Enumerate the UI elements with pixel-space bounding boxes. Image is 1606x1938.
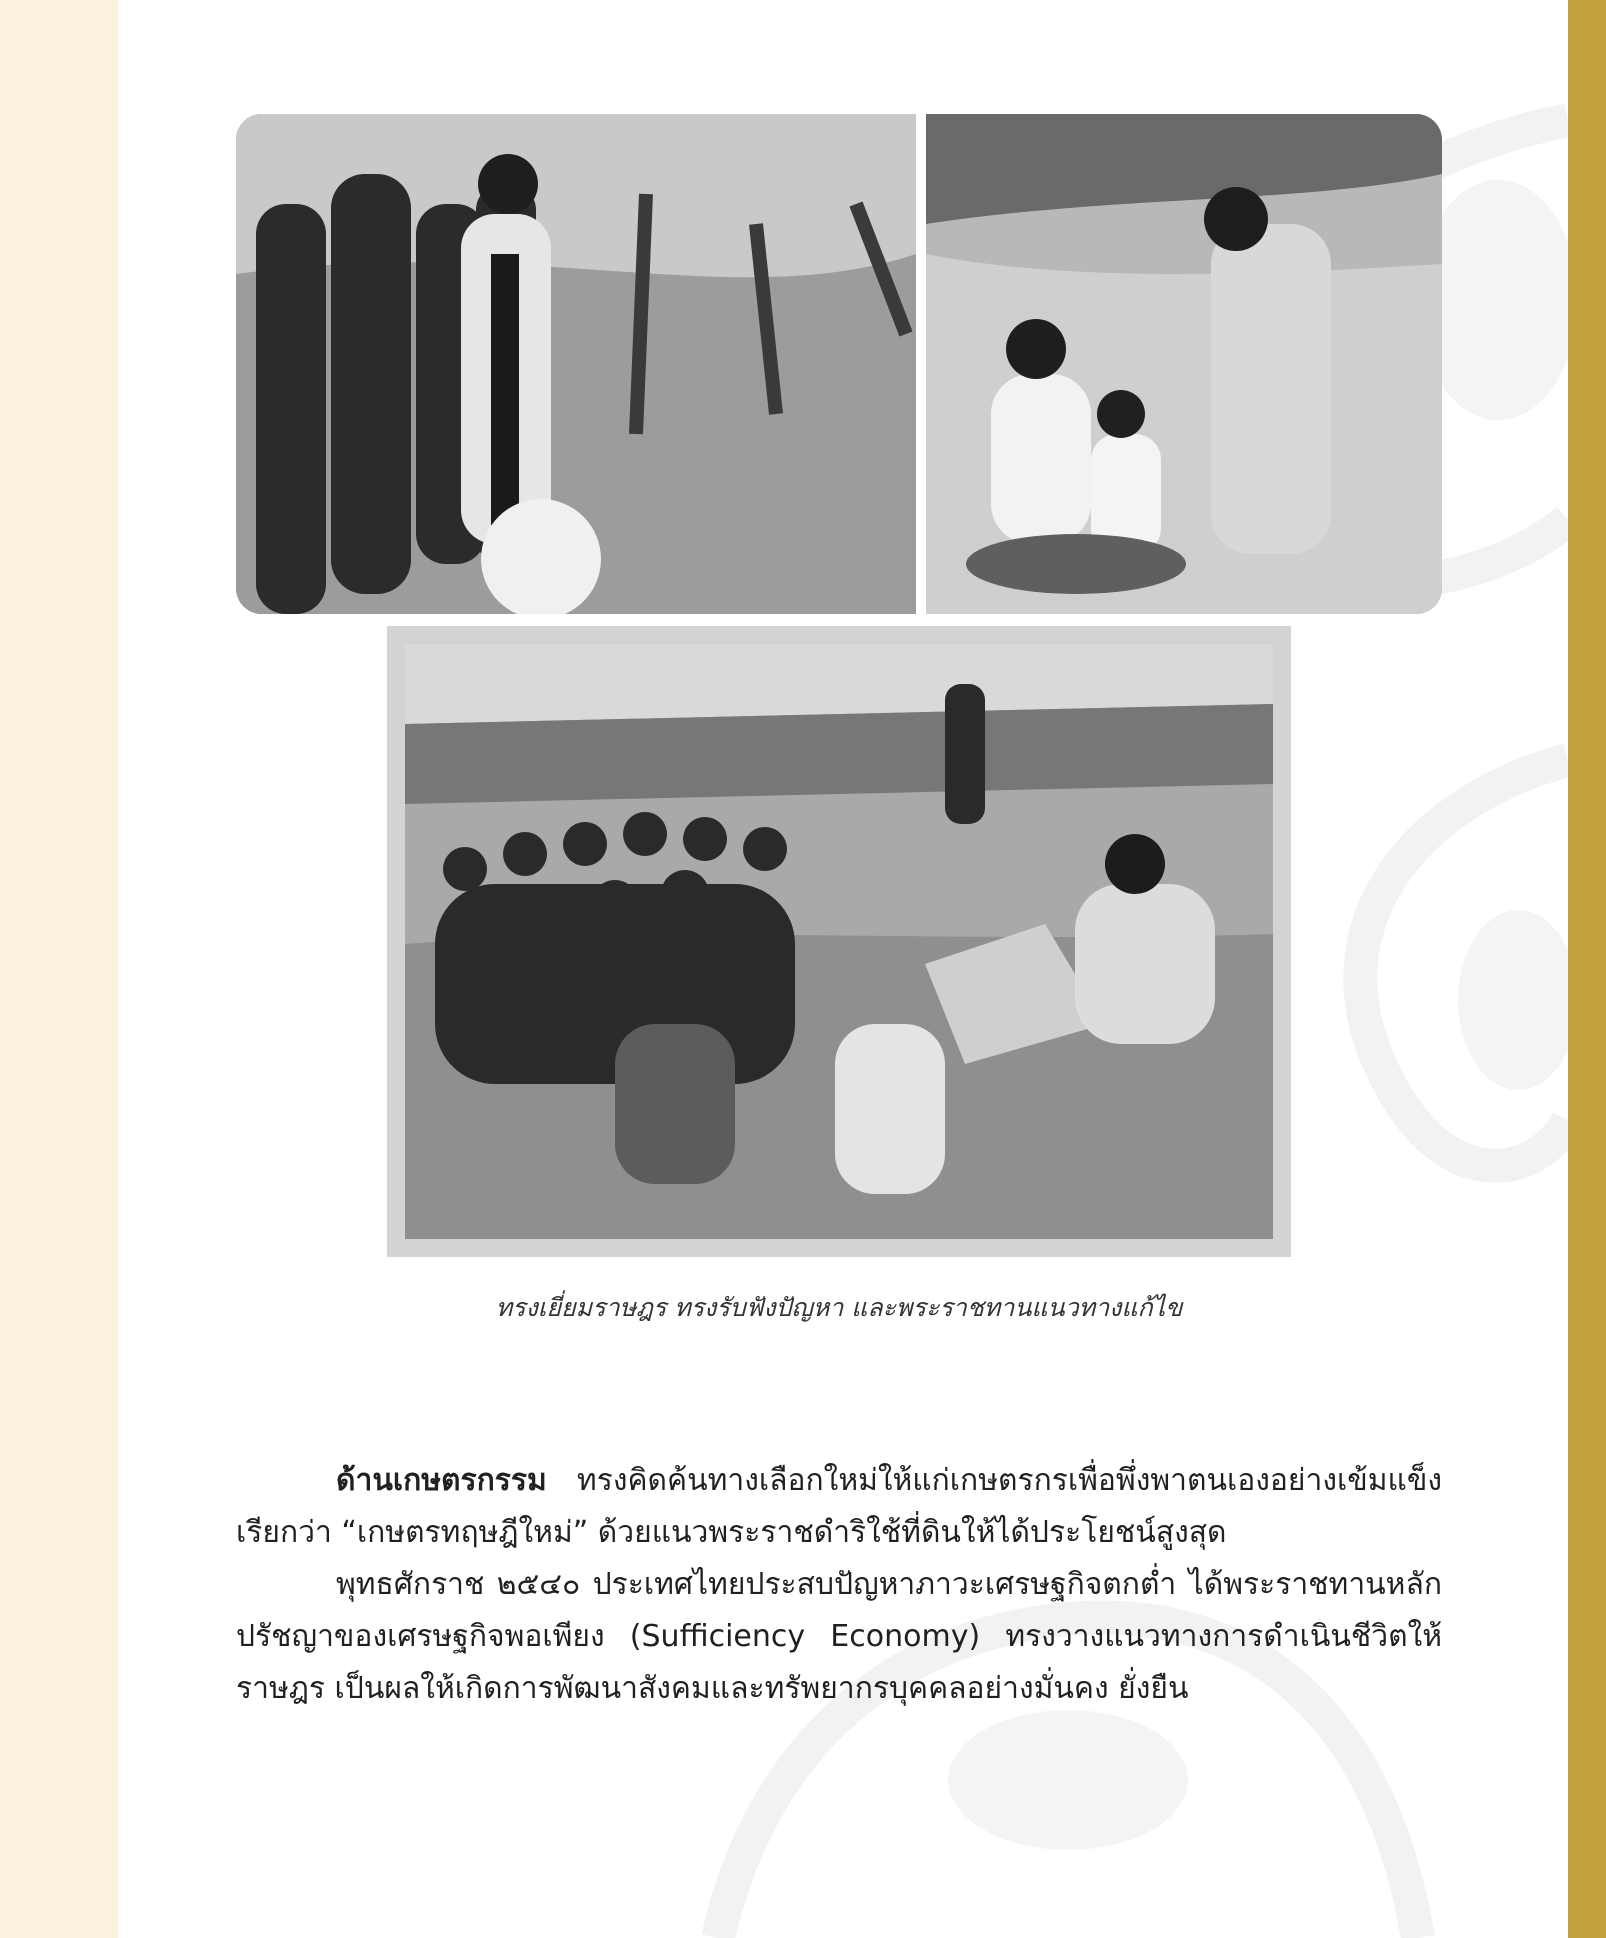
left-margin-strip: [0, 0, 118, 1938]
right-margin-bar: [1568, 0, 1606, 1938]
photo-kneeling-children: [926, 114, 1442, 614]
photo-group-by-fence: [236, 114, 916, 614]
photo-caption: ทรงเยี่ยมราษฎร ทรงรับฟังปัญหา และพระราชทานแนวทางแก้ไข: [495, 1293, 1183, 1322]
paragraph-agriculture: [236, 1455, 1442, 1559]
photo-seated-villagers: [405, 644, 1273, 1239]
body-text: [236, 1455, 1442, 1715]
photo-frame: [387, 626, 1291, 1257]
paragraph-text: พุทธศักราช ๒๕๔๐ ประเทศไทยประสบปัญหาภาวะเศรษฐกิจตกต่ำ ได้พระราชทานหลักปรัชญาของเศรษฐกิจพอเพียง (Sufficiency Economy) ทรงวางแนวทางการดำเนินชีวิตให้ราษฎร เป็นผลให้เกิดการพัฒนาสังคมและทรัพยากรบุคคลอย่างมั่นคง ยั่งยืน: [236, 1567, 1442, 1706]
paragraph-text: ทรงคิดค้นทางเลือกใหม่ให้แก่เกษตรกรเพื่อพึ่งพาตนเองอย่างเข้มแข็ง เรียกว่า “เกษตรทฤษฎีใหม่” ด้วยแนวพระราชดำริใช้ที่ดินให้ได้ประโยชน์สูงสุด: [236, 1463, 1442, 1550]
paragraph-sufficiency-economy: [236, 1559, 1442, 1715]
paragraph-lead: ด้านเกษตรกรรม: [336, 1463, 547, 1498]
